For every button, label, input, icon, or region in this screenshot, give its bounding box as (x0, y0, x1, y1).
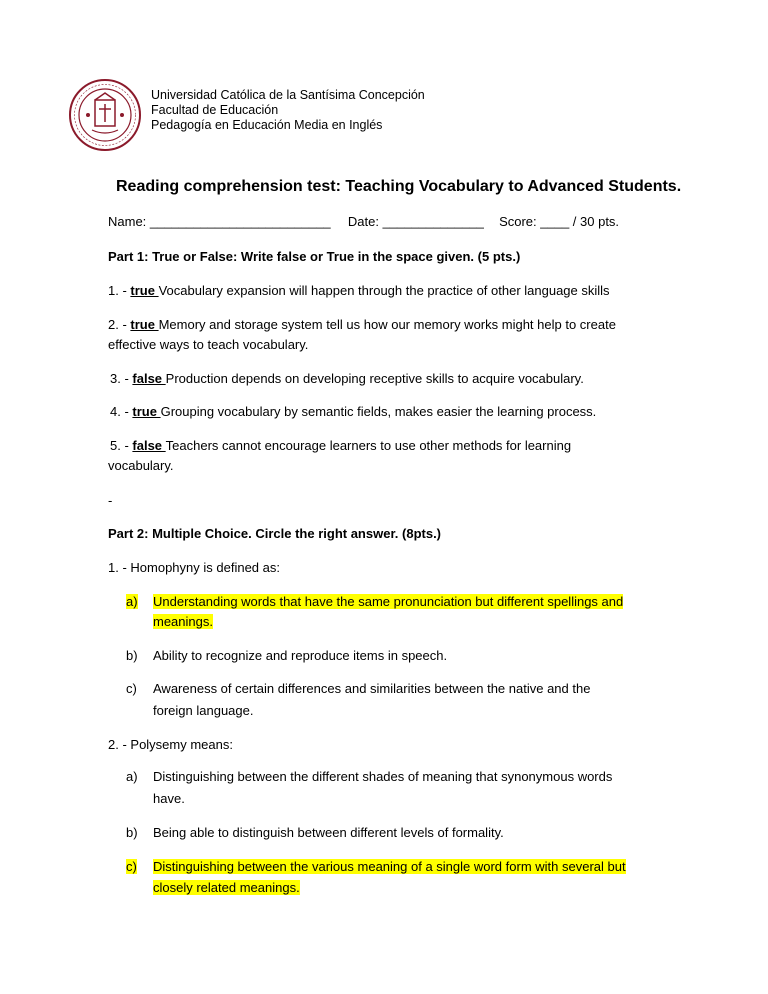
item-number: 2. - (108, 317, 131, 332)
option-text: Being able to distinguish between different levels of formality. (153, 825, 504, 840)
option-text (153, 858, 626, 876)
option-line2: closely related meanings. (153, 880, 300, 895)
item-answer: false (132, 371, 166, 386)
item-text-continued: vocabulary. (108, 458, 174, 473)
option-letter: a) (126, 594, 138, 609)
question-stem: 1. - Homophyny is defined as: (108, 560, 280, 575)
option-text-continued (153, 879, 300, 897)
option-text: Awareness of certain differences and similarities between the native and the (153, 681, 591, 696)
option-c: c) (126, 681, 137, 696)
item-text: Production depends on developing receptive skills to acquire vocabulary. (165, 371, 584, 386)
institution-name: Universidad Católica de la Santísima Concepción (151, 88, 425, 102)
option-a (126, 593, 138, 611)
item-answer: true (130, 317, 159, 332)
list-item (110, 403, 596, 421)
item-number: 4. - (110, 404, 133, 419)
option-b: b) (126, 825, 138, 840)
page-title: Reading comprehension test: Teaching Vocabulary to Advanced Students. (116, 178, 682, 195)
faculty-name: Facultad de Educación (151, 103, 279, 117)
score-label: Score: (499, 214, 541, 229)
option-b: b) (126, 648, 138, 663)
university-seal-icon (68, 78, 142, 152)
item-text: Grouping vocabulary by semantic fields, makes easier the learning process. (160, 404, 597, 419)
part2-heading: Part 2: Multiple Choice. Circle the right answer. (8pts.) (108, 526, 442, 541)
option-text-continued: have. (153, 791, 185, 806)
program-name: Pedagogía en Educación Media en Inglés (151, 118, 383, 132)
option-letter: c) (126, 859, 137, 874)
date-blank: ______________ (382, 214, 484, 229)
option-line1: Understanding words that have the same pronunciation but different spellings and (153, 594, 624, 609)
name-label: Name: (108, 214, 150, 229)
option-c (126, 858, 137, 876)
score-blank: ____ (540, 214, 570, 229)
option-line2: meanings. (153, 614, 213, 629)
list-item (110, 370, 584, 388)
list-item (110, 437, 571, 455)
part1-heading: Part 1: True or False: Write false or True in the space given. (5 pts.) (108, 249, 521, 264)
item-text: Vocabulary expansion will happen through the practice of other language skills (158, 283, 610, 298)
item-text: Memory and storage system tell us how our memory works might help to create (158, 317, 616, 332)
info-line (108, 213, 619, 231)
option-a: a) (126, 769, 138, 784)
date-label: Date: (347, 214, 383, 229)
item-answer: false (132, 438, 166, 453)
list-item (108, 282, 610, 300)
item-number: 1. - (108, 283, 131, 298)
item-answer: true (132, 404, 161, 419)
question-stem: 2. - Polysemy means: (108, 737, 233, 752)
score-total: / 30 pts. (569, 214, 620, 229)
item-number: 5. - (110, 438, 133, 453)
option-text: Distinguishing between the different shades of meaning that synonymous words (153, 769, 613, 784)
item-number: 3. - (110, 371, 133, 386)
option-line1: Distinguishing between the various meaning of a single word form with several but (153, 859, 626, 874)
name-blank: _________________________ (149, 214, 331, 229)
item-answer: true (130, 283, 159, 298)
list-item (108, 316, 616, 334)
option-text: Ability to recognize and reproduce items in speech. (153, 648, 448, 663)
option-text (153, 593, 623, 611)
item-text: Teachers cannot encourage learners to use other methods for learning (165, 438, 572, 453)
option-text-continued: foreign language. (153, 703, 254, 718)
item-text-continued: effective ways to teach vocabulary. (108, 337, 309, 352)
stray-mark: - (108, 493, 113, 508)
option-text-continued (153, 613, 213, 631)
